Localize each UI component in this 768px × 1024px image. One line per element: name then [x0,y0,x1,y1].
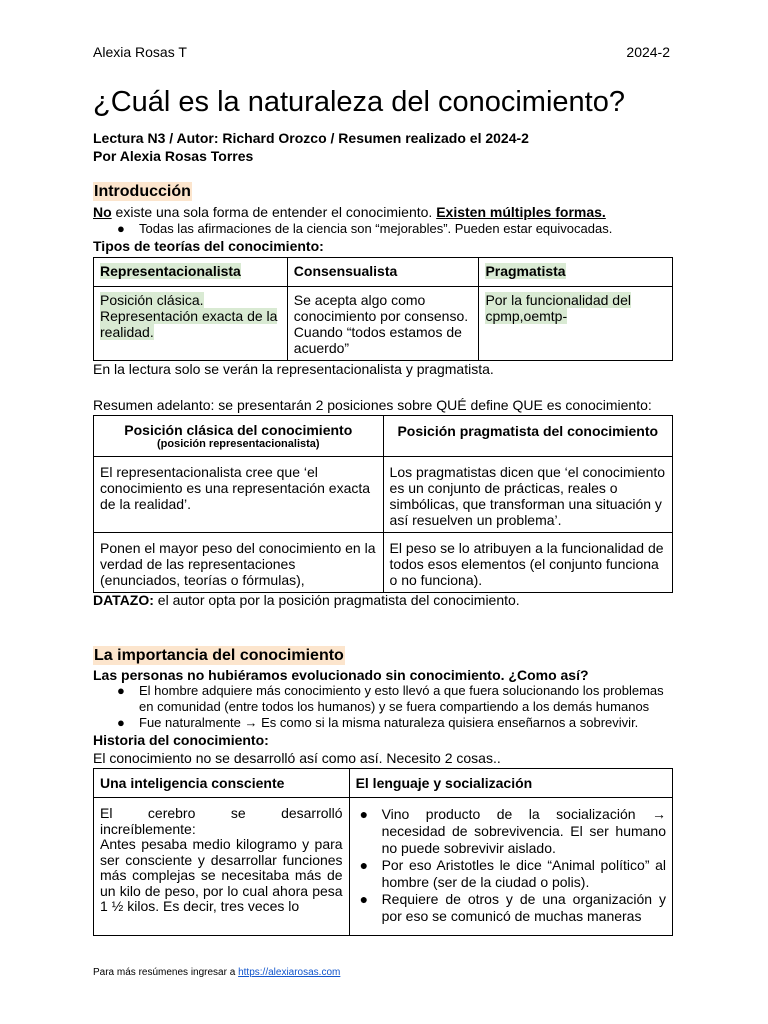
history-cell-intelligence: El cerebro se desarrolló increíblemente: Antes pesaba medio kilogramo y para ser consciente y desarrollar funciones más complejas se necesitaba más de un kilo de peso, por lo cual ahora pesa 1 ½ kilos. Es decir, tres veces lo [94,798,350,936]
theory-cell-consensualista: Se acepta algo como conocimiento por consenso. Cuando “todos estamos de acuerdo” [287,287,479,361]
position-header-classic: Posición clásica del conocimiento (posición representacionalista) [94,416,384,457]
importance-bullet-1: ● El hombre adquiere más conocimiento y esto llevó a que fuera solucionando los problemas en comunidad (entre todos los humanos) y se fuera compartiendo a los demás humanos [117,683,664,714]
page-title: ¿Cuál es la naturaleza del conocimiento? [93,86,625,118]
theory-cell-pragmatista: Por la funcionalidad del cpmp,oemtp- [479,287,673,361]
footer-link[interactable]: https://alexiarosas.com [238,967,341,978]
language-item: ● Requiere de otros y de una organización y por eso se comunicó de muchas maneras [359,891,666,924]
history-table [93,768,673,936]
intro-no: No [93,204,112,220]
position-classic-r2: Ponen el mayor peso del conocimiento en la verdad de las representaciones (enunciados, teorías o fórmulas), [94,533,384,593]
theories-table [93,257,673,361]
history-header-language: El lenguaje y socialización [349,769,672,798]
subtitle-line1: Lectura N3 / Autor: Richard Orozco / Resumen realizado el 2024-2 [93,130,529,146]
position-header-pragmatic: Posición pragmatista del conocimiento [383,416,672,457]
bullet-dot: ● [117,715,125,730]
language-item: ● Por eso Aristotles le dice “Animal político” al hombre (ser de la ciudad o polis). [359,857,666,890]
intro-paragraph [93,204,606,220]
types-label: Tipos de teorías del conocimiento: [93,238,324,254]
footer [93,967,340,978]
bullet-dot: ● [117,683,125,698]
importance-question: Las personas no hubiéramos evolucionado sin conocimiento. ¿Como así? [93,667,589,683]
bullet-text: Todas las afirmaciones de la ciencia son “mejorables”. Pueden estar equivocadas. [139,221,613,236]
history-header-intelligence: Una inteligencia consciente [94,769,350,798]
intro-heading: Introducción [94,183,191,200]
importance-heading: La importancia del conocimiento [94,647,344,664]
history-cell-language [349,798,672,936]
position-pragmatic-r2: El peso se lo atribuyen a la funcionalidad de todos esos elementos (el conjunto funciona o no funciona). [383,533,672,593]
history-text: El conocimiento no se desarrolló así como así. Necesito 2 cosas.. [93,750,501,766]
position-classic-r1: El representacionalista cree que ‘el conocimiento es una representación exacta de la realidad’. [94,457,384,533]
history-label: Historia del conocimiento: [93,732,269,748]
header-author: Alexia Rosas T [93,44,187,60]
positions-table [93,415,673,593]
intro-mid: existe una sola forma de entender el conocimiento. [111,204,437,220]
position-pragmatic-r1: Los pragmatistas dicen que ‘el conocimiento es un conjunto de prácticas, reales o simbólicas, que transforman una situación y así resuelven un problema’. [383,457,672,533]
intro-bullet [93,221,673,237]
theory-header-representacionalista: Representacionalista [94,258,288,287]
theory-header-consensualista: Consensualista [287,258,479,287]
theory-cell-representacionalista: Posición clásica. Representación exacta de la realidad. [94,287,288,361]
importance-bullet-2: ● Fue naturalmente → Es como si la misma naturaleza quisiera enseñarnos a sobrevivir. [117,715,639,730]
subtitle-line2: Por Alexia Rosas Torres [93,148,254,164]
bullet-dot: ● [117,221,125,236]
datazo-line: DATAZO: el autor opta por la posición pragmatista del conocimiento. [93,592,520,608]
intro-end: Existen múltiples formas. [436,204,606,220]
footer-text: Para más resúmenes ingresar a [93,967,239,978]
language-item: ● Vino producto de la socialización → necesidad de sobrevivencia. El ser humano no puede sobrevivir aislado. [359,806,666,856]
after-table-text: En la lectura solo se verán la representacionalista y pragmatista. [93,361,494,377]
header-term: 2024-2 [626,44,670,60]
theory-header-pragmatista: Pragmatista [479,258,673,287]
summary-line: Resumen adelanto: se presentarán 2 posiciones sobre QUÉ define QUE es conocimiento: [93,397,652,413]
